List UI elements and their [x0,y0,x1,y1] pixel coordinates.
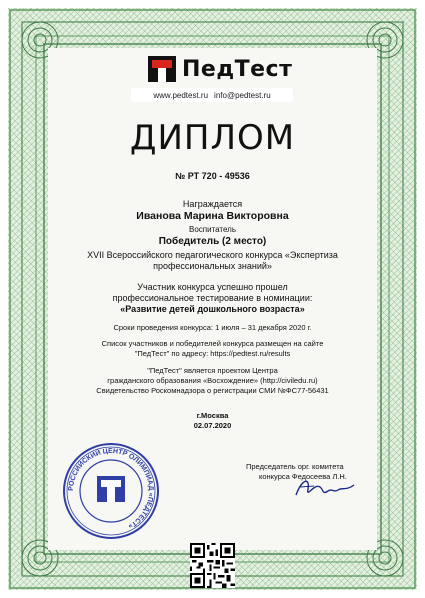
awarded-label: Награждается [182,199,243,209]
website-link[interactable]: www.pedtest.ru [153,90,209,100]
results-line1: Список участников и победителей конкурса размещен на сайте [101,339,324,348]
official-seal [62,442,160,540]
contest-name-line1: XVII Всероссийского педагогического конкурса «Экспертиза [87,250,338,260]
results-line2: "ПедТест" по адресу: https://pedtest.ru/results [134,349,291,358]
seal-text: РОССИЙСКИЙ ЦЕНТР ОЛИМПИАД «ПЕДТЕСТ» [67,447,155,530]
pedtest-logo [148,56,293,84]
award-place: Победитель (2 место) [158,236,267,247]
recipient-name: Иванова Марина Викторовна [136,210,289,222]
email-link[interactable]: info@pedtest.ru [214,90,271,100]
contact-links [131,88,293,102]
project-line2: гражданского образования «Восхождение» (http://civiledu.ru) [107,376,318,385]
diploma-title: ДИПЛОМ [129,118,296,158]
chair-line2: конкурса Федосеева Л.Н. [259,472,347,481]
nomination: «Развитие детей дошкольного возраста» [120,304,305,314]
project-line3: Свидетельство Роскомнадзора о регистрации СМИ №ФС77-56431 [96,386,329,395]
brand-name: ПедТест [182,57,293,82]
qr-code[interactable] [190,543,235,588]
passed-line2: профессиональное тестирование в номинации: [112,293,313,303]
project-line1: "ПедТест" является проектом Центра [147,366,278,375]
logo-mark-icon [148,56,176,82]
chair-line1: Председатель орг. комитета [246,462,344,471]
contest-dates: Сроки проведения конкурса: 1 июля – 31 декабря 2020 г. [113,323,312,332]
diploma-number: № РТ 720 - 49536 [175,171,250,181]
contest-name-line2: профессиональных знаний» [153,261,272,271]
city: г.Москва [196,411,229,420]
recipient-position: Воспитатель [188,225,237,234]
passed-line1: Участник конкурса успешно прошел [137,282,288,292]
issue-date: 02.07.2020 [193,421,232,430]
signature [292,475,358,503]
